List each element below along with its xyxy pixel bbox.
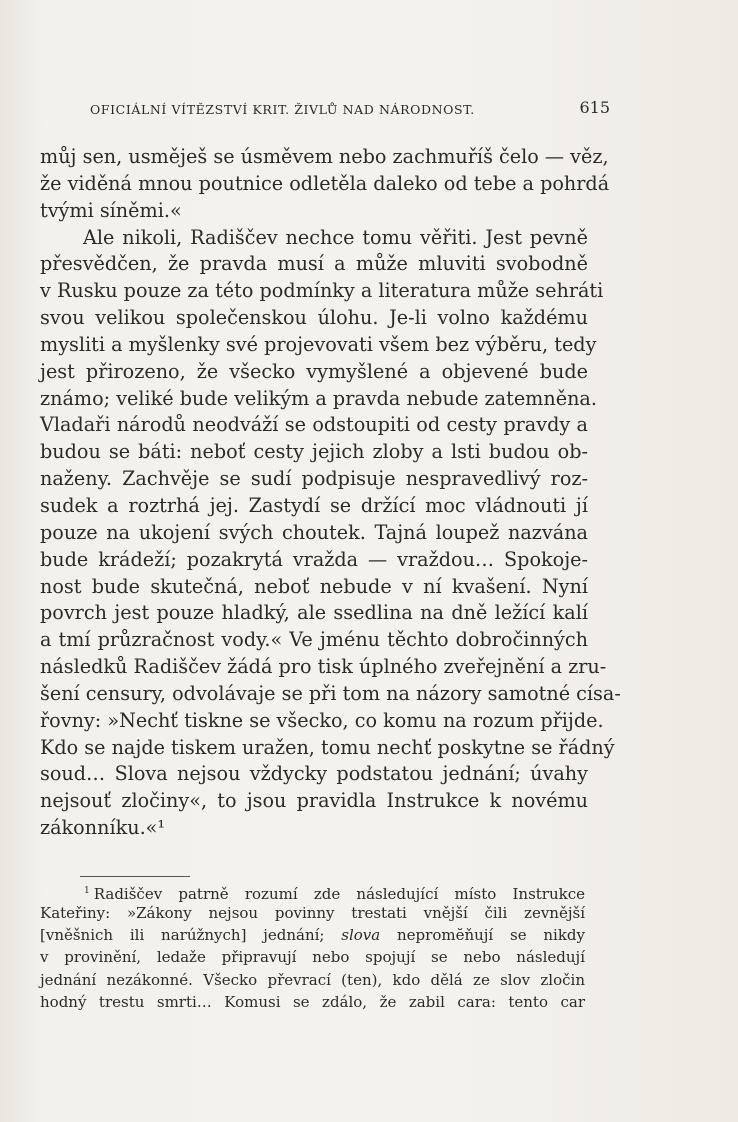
footnote-line: hodný trestu smrti… Komusi se zdálo, že zabil cara: tento car: [40, 992, 585, 1011]
text-line: můj sen, usměješ se úsměvem nebo zachmuříš čelo — věz,: [40, 145, 609, 168]
text-line: sudek a roztrhá jej. Zastydí se držící moc vládnouti jí: [40, 493, 588, 517]
footnote-line: [40, 880, 585, 902]
text-line: bude krádeží; pozakrytá vražda — vraždou… Spokoje-: [40, 547, 588, 571]
text-line: tvými síněmi.«: [40, 198, 182, 222]
footnote-line: jednání nezákonné. Všecko převrací (ten), kdo dělá ze slov zločin: [40, 970, 585, 989]
text-line: přesvědčen, že pravda musí a může mluviti svobodně: [40, 252, 588, 276]
text-line: naženy. Zachvěje se sudí podpisuje nespravedlivý roz-: [40, 467, 588, 491]
footnote-line: Kateřiny: »Zákony nejsou povinny trestati vnější čili zevnější: [40, 904, 585, 923]
text-line: pouze na ukojení svých choutek. Tajná loupež nazvána: [40, 520, 588, 544]
text-line: Ale nikoli, Radiščev nechce tomu věřiti. Jest pevně: [83, 225, 588, 249]
text-line: následků Radiščev žádá pro tisk úplného zveřejnění a zru-: [40, 655, 607, 679]
text-line: mysliti a myšlenky své projevovati všem bez výběru, tedy: [40, 332, 597, 356]
text-line: a tmí průzračnost vody.« Ve jménu těchto dobročinných: [40, 628, 588, 652]
text-line: Vladaři národů neodváží se odstoupiti od cesty pravdy a: [40, 413, 588, 437]
footnote-text: Radiščev patrně rozumí zde následující místo Instrukce: [93, 885, 585, 903]
running-title: OFICIÁLNÍ VÍTĚZSTVÍ KRIT. ŽIVLŮ NAD NÁRODNOST.: [90, 102, 475, 117]
main-text: [40, 144, 621, 842]
page-number: 615: [579, 98, 610, 117]
footnote-text: [vněšnich ili narúžnych] jednání;: [40, 926, 325, 945]
footnote-line: [40, 924, 585, 946]
text-line: v Rusku pouze za této podmínky a literatura může sehráti: [40, 279, 604, 303]
footnote: [40, 880, 585, 1013]
text-line: svou velikou společenskou úlohu. Je-li volno každému: [40, 306, 588, 330]
text-line: nejsouť zločiny«, to jsou pravidla Instrukce k novému: [40, 789, 588, 813]
footnote-text: nepromĕňují se nikdy: [397, 926, 585, 945]
text-line: soud… Slova nejsou vždycky podstatou jednání; úvahy: [40, 762, 588, 786]
footnote-marker: 1: [84, 886, 90, 896]
text-line: že viděná mnou poutnice odletěla daleko od tebe a pohrdá: [40, 171, 610, 195]
text-line: šení censury, odvolávaje se při tom na názory samotné císa-: [40, 681, 621, 705]
footnote-divider: [80, 876, 190, 877]
text-line: Kdo se najde tiskem uražen, tomu nechť poskytne se řádný: [40, 735, 615, 759]
text-line: budou se báti: neboť cesty jejich zloby a lsti budou ob-: [40, 440, 588, 464]
page-header: [90, 98, 610, 122]
footnote-line: v provinění, ledaže připravují nebo spojují se nebo následují: [40, 948, 585, 967]
text-line: povrch jest pouze hladký, ale ssedlina na dně ležící kalí: [40, 601, 588, 625]
text-line: zákonníku.«¹: [40, 816, 166, 840]
text-line: jest přirozeno, že všecko vymyšlené a objevené bude: [40, 359, 588, 383]
text-line: řovny: »Nechť tiskne se všecko, co komu na rozum přijde.: [40, 708, 604, 732]
text-line: nost bude skutečná, neboť nebude v ní kvašení. Nyní: [40, 574, 588, 598]
footnote-emphasis: slova: [341, 926, 381, 945]
text-line: známo; veliké bude velikým a pravda nebude zatemněna.: [40, 386, 597, 410]
